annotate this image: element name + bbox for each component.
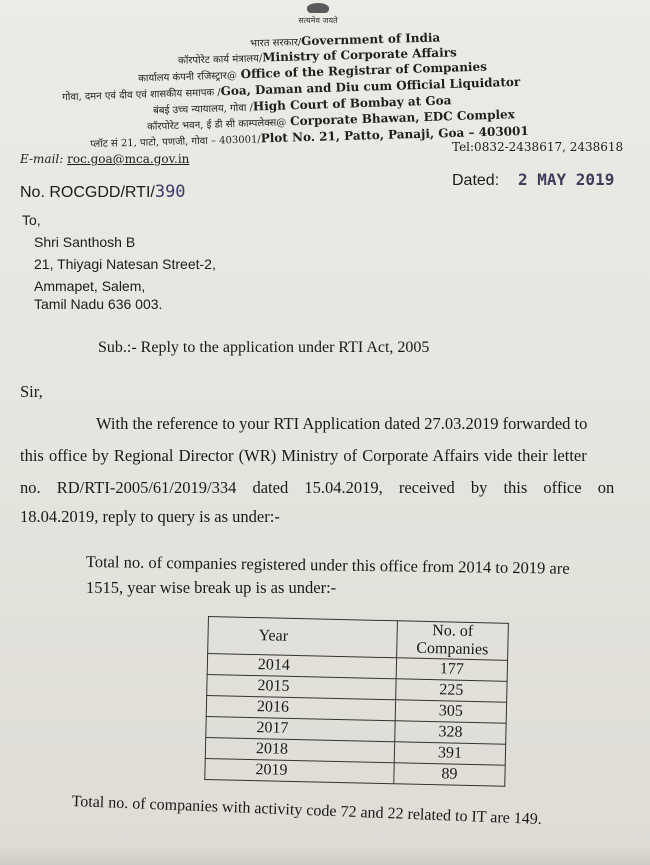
para2-line1: Total no. of companies registered under this office from 2014 to 2019 are [85, 552, 570, 578]
para2-line2: 1515, year wise break up is as under:- [86, 578, 337, 597]
handwritten-number: 390 [154, 182, 186, 202]
it-companies-line: Total no. of companies with activity code 72 and 22 related to IT are 149. [71, 793, 543, 829]
emblem-icon [307, 3, 329, 13]
emblem-motto: सत्यमेव जयते [298, 16, 338, 25]
header-line-6: कॉरपोरेट भवन, ई डी सी काम्पलेक्स@ Corporate Bhawan, EDC Complex [146, 107, 516, 133]
year-cell: 2017 [206, 716, 395, 741]
column-header-year: Year [208, 617, 398, 658]
recipient-street: 21, Thiyagi Natesan Street-2, [34, 256, 216, 272]
header-line-4: गोवा, दमन एवं दीव एवं शासकीय समापक /Goa, Daman and Diu cum Official Liquidator [61, 74, 521, 104]
header-email: E-mail: roc.goa@mca.gov.in [20, 152, 190, 166]
year-cell: 2018 [205, 737, 394, 762]
header-line-2: कॉरपोरेट कार्य मंत्रालय/Ministry of Corporate Affairs [177, 45, 457, 67]
dated-label: Dated: [452, 172, 500, 189]
count-cell: 391 [394, 742, 505, 766]
recipient-city: Ammapet, Salem, [34, 278, 146, 294]
header-line-5: बंबई उच्च न्यायालय, गोवा /High Court of Bombay at Goa [152, 93, 452, 117]
para1-line1: With the reference to your RTI Application dated 27.03.2019 forwarded to [96, 414, 588, 433]
count-cell: 328 [395, 721, 506, 745]
count-cell: 177 [396, 658, 507, 682]
page-bottom-shadow [0, 845, 650, 865]
para1-line2: this office by Regional Director (WR) Ministry of Corporate Affairs vide their letter [20, 446, 587, 465]
count-cell: 305 [395, 700, 506, 724]
companies-by-year-table [204, 616, 509, 787]
para1-line3: no. RD/RTI-2005/61/2019/334 dated 15.04.2019, received by this office on [20, 478, 615, 497]
header-tel: Tel:0832-2438617, 2438618 [452, 140, 624, 154]
subject-line: Sub.:- Reply to the application under RTI Act, 2005 [98, 339, 430, 356]
state-emblem [296, 0, 340, 26]
para1-line4: 18.04.2019, reply to query is as under:- [20, 507, 280, 526]
reference-number: No. ROCGDD/RTI/390 [20, 182, 186, 202]
salutation: Sir, [20, 382, 43, 401]
column-header-count: No. of Companies [397, 621, 509, 661]
year-cell: 2015 [207, 674, 396, 699]
count-cell: 225 [396, 679, 507, 703]
header-line-7: प्लॉट सं 21, पाटो, पणजी, गोवा – 403001/Plot No. 21, Patto, Panaji, Goa – 403001 [89, 123, 529, 151]
year-cell: 2014 [207, 654, 396, 679]
count-cell: 89 [394, 763, 505, 787]
recipient-state: Tamil Nadu 636 003. [34, 296, 163, 312]
date-stamp: 2 MAY 2019 [518, 170, 615, 189]
year-cell: 2019 [205, 758, 394, 783]
year-cell: 2016 [206, 695, 395, 720]
recipient-to: To, [22, 212, 41, 228]
header-line-1: भारत सरकार/Government of India [249, 30, 441, 50]
email-link[interactable]: roc.goa@mca.gov.in [67, 152, 190, 166]
header-line-3: कार्यालय कंपनी रजिस्ट्रार@ Office of the Registrar of Companies [137, 59, 488, 85]
recipient-name: Shri Santhosh B [34, 234, 136, 250]
